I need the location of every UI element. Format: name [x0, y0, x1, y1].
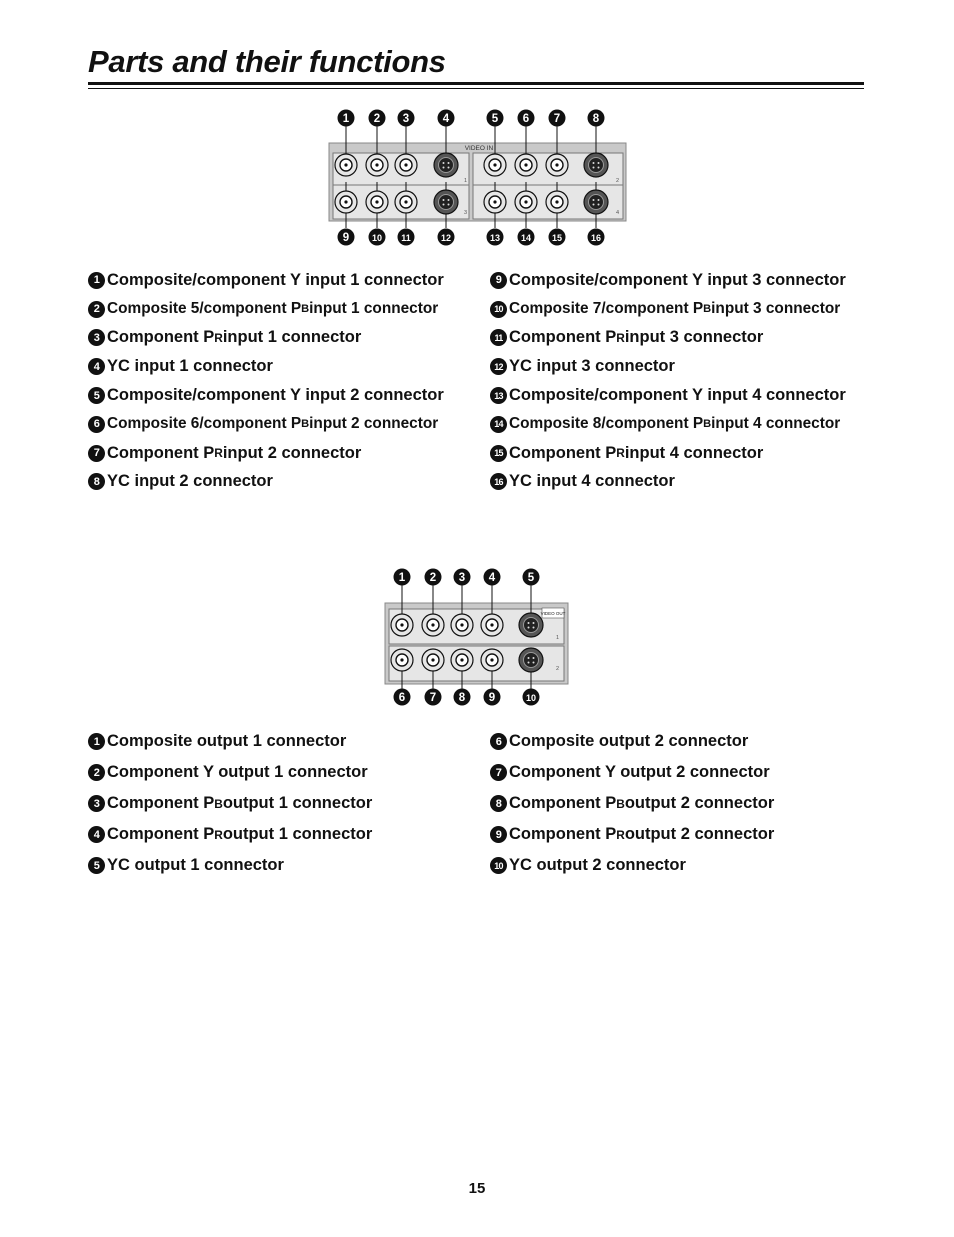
- callout-text: 7: [429, 692, 437, 704]
- s-video-pin: [448, 199, 450, 201]
- bnc-pin: [555, 200, 558, 203]
- callout-number: 16: [490, 473, 507, 490]
- s-video-inner: [439, 195, 454, 210]
- item-label: Component P: [509, 825, 617, 843]
- callout-badge: [484, 689, 501, 706]
- callout-number: 9: [490, 826, 507, 843]
- callout-text: 2: [373, 113, 381, 125]
- callout-number: 7: [88, 445, 105, 462]
- s-video-pin: [528, 662, 530, 664]
- callout-text: 5: [527, 572, 535, 584]
- item-label: Composite output 1 connector: [107, 732, 347, 750]
- callout-text: 14: [520, 233, 532, 243]
- s-video-connector: [519, 613, 543, 637]
- callout-number: 14: [490, 416, 507, 433]
- s-video-pin: [593, 199, 595, 201]
- input-connector-item: [88, 468, 490, 497]
- item-subscript: B: [301, 418, 310, 431]
- page-title: Parts and their functions: [88, 44, 446, 79]
- callout-badge: [369, 229, 386, 246]
- s-video-pin: [533, 657, 535, 659]
- bnc-pin: [490, 623, 493, 626]
- callout-number: 12: [490, 358, 507, 375]
- s-video-inner: [589, 158, 604, 173]
- callout-number: 5: [88, 387, 105, 404]
- item-label: YC input 4 connector: [509, 472, 675, 491]
- bnc-pin: [460, 658, 463, 661]
- callout-badge: [425, 689, 442, 706]
- item-label: Component P: [107, 443, 215, 462]
- callout-number: 4: [88, 826, 105, 843]
- item-label: Composite 6/component P: [107, 415, 302, 433]
- output-connector-item: [88, 788, 490, 819]
- callout-number: 3: [88, 795, 105, 812]
- callout-badge: [438, 110, 455, 127]
- callout-text: 8: [592, 113, 600, 125]
- callout-number: 6: [490, 733, 507, 750]
- bnc-connector: [546, 154, 568, 176]
- bnc-pin: [490, 658, 493, 661]
- callout-text: 4: [442, 113, 450, 125]
- input-connector-item: [490, 381, 878, 410]
- panel-label: VIDEO OUT: [540, 611, 566, 616]
- bnc-connector: [366, 154, 388, 176]
- s-video-pin: [443, 199, 445, 201]
- input-connector-item: [490, 266, 878, 295]
- callout-text: 4: [488, 572, 496, 584]
- item-subscript: B: [214, 796, 223, 811]
- callout-number: 3: [88, 329, 105, 346]
- callout-number: 2: [88, 301, 105, 318]
- output-connector-item: [88, 757, 490, 788]
- s-video-pin: [528, 627, 530, 629]
- callout-text: 10: [525, 693, 537, 703]
- bnc-connector: [335, 154, 357, 176]
- page-number: 15: [468, 1180, 486, 1197]
- s-video-connector: [584, 153, 608, 177]
- bnc-pin: [524, 163, 527, 166]
- bnc-pin: [344, 200, 347, 203]
- s-video-inner: [589, 195, 604, 210]
- item-label: YC output 1 connector: [107, 856, 284, 874]
- item-label: Composite/component Y input 4 connector: [509, 386, 846, 405]
- item-label: Component P: [509, 328, 617, 347]
- bnc-connector: [546, 191, 568, 213]
- input-connector-item: [490, 468, 878, 497]
- input-connector-list: [88, 266, 878, 496]
- s-video-pin: [593, 204, 595, 206]
- bnc-connector: [484, 191, 506, 213]
- output-connector-item: [88, 819, 490, 850]
- callout-badge: [394, 689, 411, 706]
- item-label: YC input 2 connector: [107, 472, 273, 491]
- item-label: Composite 8/component P: [509, 415, 704, 433]
- video-in-panel-diagram: [326, 106, 630, 251]
- callout-badge: [588, 110, 605, 127]
- title-rule-thin: [88, 88, 864, 89]
- callout-text: 8: [458, 692, 466, 704]
- output-connector-item: [490, 850, 878, 881]
- item-subscript: B: [703, 418, 712, 431]
- bnc-connector: [391, 649, 413, 671]
- callout-badge: [588, 229, 605, 246]
- s-video-pin: [598, 167, 600, 169]
- bnc-pin: [493, 200, 496, 203]
- item-subscript: R: [214, 446, 223, 461]
- bnc-pin: [493, 163, 496, 166]
- item-label: Composite/component Y input 3 connector: [509, 270, 846, 289]
- callout-badge: [487, 110, 504, 127]
- callout-number: 1: [88, 733, 105, 750]
- bnc-pin: [404, 163, 407, 166]
- callout-number: 4: [88, 358, 105, 375]
- s-video-connector: [434, 153, 458, 177]
- item-label: YC input 1 connector: [107, 357, 273, 376]
- bnc-connector: [422, 614, 444, 636]
- panel-label: VIDEO IN: [464, 145, 494, 152]
- panel-marking: 2: [616, 178, 620, 184]
- input-connector-item: [88, 381, 490, 410]
- s-video-connector: [584, 190, 608, 214]
- callout-text: 11: [401, 233, 411, 243]
- item-subscript: B: [616, 796, 625, 811]
- bnc-pin: [431, 623, 434, 626]
- s-video-pin: [443, 204, 445, 206]
- input-connector-item: [88, 439, 490, 468]
- s-video-pin: [448, 162, 450, 164]
- s-video-inner: [439, 158, 454, 173]
- panel-marking: 3: [464, 210, 468, 216]
- callout-badge: [438, 229, 455, 246]
- callout-number: 1: [88, 272, 105, 289]
- item-subscript: R: [214, 827, 223, 842]
- item-label-tail: output 1 connector: [222, 825, 373, 843]
- output-connector-item: [88, 850, 490, 881]
- bnc-pin: [404, 200, 407, 203]
- item-subscript: R: [214, 330, 223, 345]
- callout-badge: [523, 569, 540, 586]
- item-subscript: B: [703, 303, 712, 316]
- callout-badge: [369, 110, 386, 127]
- item-label: Component P: [107, 825, 215, 843]
- item-label-tail: output 2 connector: [624, 794, 775, 812]
- callout-number: 15: [490, 445, 507, 462]
- s-video-pin: [593, 167, 595, 169]
- item-label: Component P: [107, 794, 215, 812]
- item-label-tail: input 4 connector: [711, 415, 841, 433]
- s-video-pin: [448, 167, 450, 169]
- input-connector-item: [490, 439, 878, 468]
- panel-marking: 1: [556, 635, 560, 641]
- s-video-pin: [598, 199, 600, 201]
- s-video-inner: [524, 653, 539, 668]
- callout-text: 1: [342, 113, 350, 125]
- input-connector-item: [88, 266, 490, 295]
- input-connector-item: [490, 352, 878, 381]
- s-video-pin: [448, 204, 450, 206]
- item-label: YC output 2 connector: [509, 856, 686, 874]
- item-label: Composite 7/component P: [509, 300, 704, 318]
- callout-badge: [398, 229, 415, 246]
- callout-text: 9: [342, 232, 350, 244]
- s-video-pin: [593, 162, 595, 164]
- callout-text: 15: [551, 233, 563, 243]
- input-connector-item: [88, 410, 490, 439]
- item-label-tail: output 2 connector: [624, 825, 775, 843]
- callout-badge: [338, 110, 355, 127]
- item-label-tail: input 3 connector: [624, 328, 764, 347]
- item-label-tail: input 1 connector: [222, 328, 362, 347]
- output-connector-item: [490, 726, 878, 757]
- item-subscript: R: [616, 446, 625, 461]
- callout-badge: [487, 229, 504, 246]
- item-label: Composite output 2 connector: [509, 732, 749, 750]
- bnc-pin: [555, 163, 558, 166]
- s-video-pin: [533, 622, 535, 624]
- item-label: Component Y output 2 connector: [509, 763, 770, 781]
- callout-number: 10: [490, 301, 507, 318]
- callout-text: 12: [440, 233, 452, 243]
- s-video-pin: [528, 622, 530, 624]
- bnc-pin: [375, 163, 378, 166]
- s-video-pin: [533, 627, 535, 629]
- callout-badge: [518, 229, 535, 246]
- bnc-connector: [395, 191, 417, 213]
- item-label-tail: input 3 connector: [711, 300, 841, 318]
- s-video-pin: [443, 167, 445, 169]
- callout-text: 6: [398, 692, 406, 704]
- item-label-tail: input 2 connector: [309, 415, 439, 433]
- s-video-connector: [519, 648, 543, 672]
- callout-badge: [549, 110, 566, 127]
- callout-badge: [394, 569, 411, 586]
- item-label: Component Y output 1 connector: [107, 763, 368, 781]
- bnc-pin: [400, 623, 403, 626]
- bnc-connector: [481, 614, 503, 636]
- callout-number: 5: [88, 857, 105, 874]
- item-label: Composite/component Y input 1 connector: [107, 270, 444, 289]
- callout-text: 16: [590, 233, 602, 243]
- callout-number: 10: [490, 857, 507, 874]
- item-label: Composite 5/component P: [107, 300, 302, 318]
- item-label-tail: output 1 connector: [222, 794, 373, 812]
- panel-marking: 1: [464, 178, 468, 184]
- item-label-tail: input 4 connector: [624, 443, 764, 462]
- s-video-pin: [528, 657, 530, 659]
- bnc-connector: [335, 191, 357, 213]
- s-video-pin: [443, 162, 445, 164]
- callout-text: 9: [488, 692, 496, 704]
- callout-badge: [425, 569, 442, 586]
- callout-number: 6: [88, 416, 105, 433]
- bnc-pin: [431, 658, 434, 661]
- callout-number: 13: [490, 387, 507, 404]
- input-connector-item: [88, 352, 490, 381]
- panel-marking: 2: [556, 666, 560, 672]
- title-rule-thick: [88, 82, 864, 85]
- callout-badge: [518, 110, 535, 127]
- input-connector-item: [88, 324, 490, 353]
- callout-badge: [338, 229, 355, 246]
- item-subscript: R: [616, 827, 625, 842]
- bnc-connector: [395, 154, 417, 176]
- item-label: Composite/component Y input 2 connector: [107, 386, 444, 405]
- callout-text: 10: [371, 233, 383, 243]
- bnc-connector: [391, 614, 413, 636]
- callout-number: 9: [490, 272, 507, 289]
- bnc-pin: [375, 200, 378, 203]
- callout-badge: [454, 569, 471, 586]
- s-video-connector: [434, 190, 458, 214]
- callout-number: 8: [88, 473, 105, 490]
- bnc-connector: [366, 191, 388, 213]
- bnc-connector: [484, 154, 506, 176]
- callout-number: 11: [490, 329, 507, 346]
- callout-number: 7: [490, 764, 507, 781]
- bnc-connector: [422, 649, 444, 671]
- s-video-inner: [524, 618, 539, 633]
- output-connector-item: [490, 819, 878, 850]
- callout-text: 6: [522, 113, 530, 125]
- callout-text: 3: [402, 113, 410, 125]
- panel-marking: 4: [616, 210, 620, 216]
- item-label: Component P: [509, 794, 617, 812]
- bnc-connector: [451, 614, 473, 636]
- bnc-pin: [524, 200, 527, 203]
- output-connector-item: [88, 726, 490, 757]
- output-connector-item: [490, 757, 878, 788]
- input-connector-item: [88, 295, 490, 324]
- item-label: Component P: [509, 443, 617, 462]
- callout-text: 7: [553, 113, 561, 125]
- callout-text: 5: [491, 113, 499, 125]
- bnc-pin: [400, 658, 403, 661]
- callout-text: 3: [458, 572, 466, 584]
- bnc-connector: [451, 649, 473, 671]
- s-video-pin: [533, 662, 535, 664]
- item-label-tail: input 2 connector: [222, 443, 362, 462]
- bnc-connector: [515, 191, 537, 213]
- callout-text: 13: [489, 233, 501, 243]
- item-label: YC input 3 connector: [509, 357, 675, 376]
- callout-badge: [454, 689, 471, 706]
- output-connector-list: [88, 726, 878, 881]
- callout-number: 2: [88, 764, 105, 781]
- item-subscript: B: [301, 303, 310, 316]
- output-connector-item: [490, 788, 878, 819]
- s-video-pin: [598, 204, 600, 206]
- callout-number: 8: [490, 795, 507, 812]
- callout-badge: [549, 229, 566, 246]
- callout-text: 2: [429, 572, 437, 584]
- bnc-pin: [344, 163, 347, 166]
- video-out-panel-diagram: [382, 565, 574, 709]
- item-label: Component P: [107, 328, 215, 347]
- item-subscript: R: [616, 330, 625, 345]
- input-connector-item: [490, 410, 878, 439]
- input-connector-item: [490, 295, 878, 324]
- bnc-pin: [460, 623, 463, 626]
- bnc-connector: [515, 154, 537, 176]
- item-label-tail: input 1 connector: [309, 300, 439, 318]
- callout-badge: [523, 689, 540, 706]
- callout-badge: [398, 110, 415, 127]
- input-connector-item: [490, 324, 878, 353]
- s-video-pin: [598, 162, 600, 164]
- bnc-connector: [481, 649, 503, 671]
- callout-text: 1: [398, 572, 406, 584]
- callout-badge: [484, 569, 501, 586]
